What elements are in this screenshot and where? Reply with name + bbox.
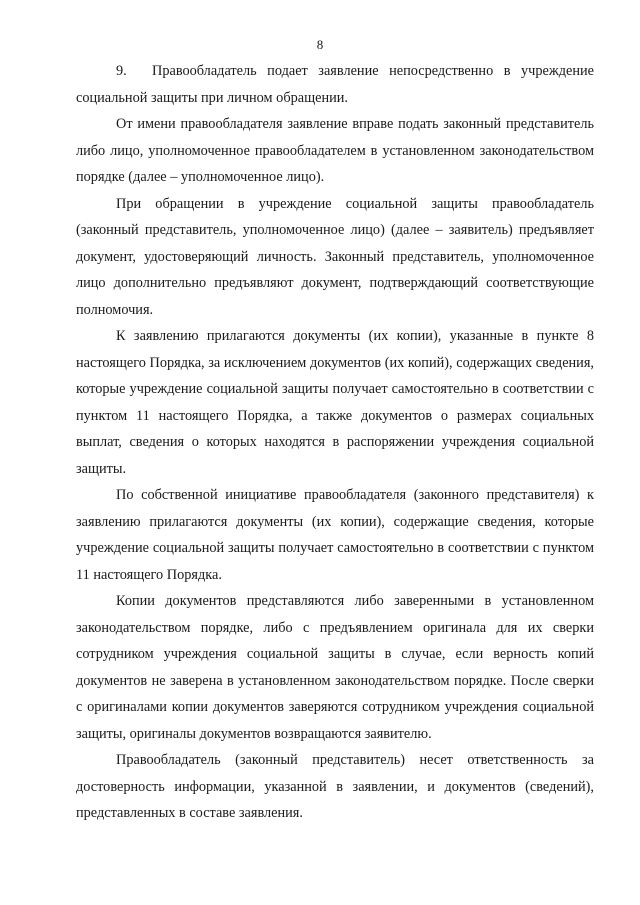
- paragraph: Правообладатель (законный представитель) несет ответственность за достоверность информации, указанной в заявлении, и документов (сведений), представленных в составе заявления.: [76, 752, 594, 821]
- paragraph: По собственной инициативе правообладателя (законного представителя) к заявлению прилагаются документы (их копии), содержащие сведения, которые учреждение социальной защиты получает самостоятельно в соответствии с пунктом 11 настоящего Порядка.: [76, 487, 594, 583]
- paragraph-9: [76, 58, 594, 111]
- paragraph: Копии документов представляются либо заверенными в установленном законодательством порядке, либо с предъявлением оригинала для их сверки сотрудником учреждения социальной защиты в случае, если верность копий документов не заверена в установленном законодательством порядке. После сверки с оригиналами копии документов заверяются сотрудником учреждения социальной защиты, оригиналы документов возвращаются заявителю.: [76, 593, 594, 742]
- document-body: [76, 58, 594, 827]
- page-number: 8: [316, 37, 324, 52]
- paragraph: К заявлению прилагаются документы (их копии), указанные в пункте 8 настоящего Порядка, за исключением документов (их копий), содержащих сведения, которые учреждение социальной защиты получает самостоятельно в соответствии с пунктом 11 настоящего Порядка, а также документов о размерах социальных выплат, сведения о которых находятся в распоряжении учреждения социальной защиты.: [76, 328, 594, 477]
- paragraph-text: Правообладатель подает заявление непосредственно в учреждение социальной защиты при личном обращении.: [76, 63, 594, 106]
- paragraph: От имени правообладателя заявление вправе подать законный представитель либо лицо, уполномоченное правообладателем в установленном законодательством порядке (далее – уполномоченное лицо).: [76, 116, 594, 185]
- paragraph-number: 9.: [116, 63, 127, 79]
- paragraph: При обращении в учреждение социальной защиты правообладатель (законный представитель, уполномоченное лицо) (далее – заявитель) предъявляет документ, удостоверяющий личность. Законный представитель, уполномоченное лицо дополнительно предъявляют документ, подтверждающий соответствующие полномочия.: [76, 195, 594, 318]
